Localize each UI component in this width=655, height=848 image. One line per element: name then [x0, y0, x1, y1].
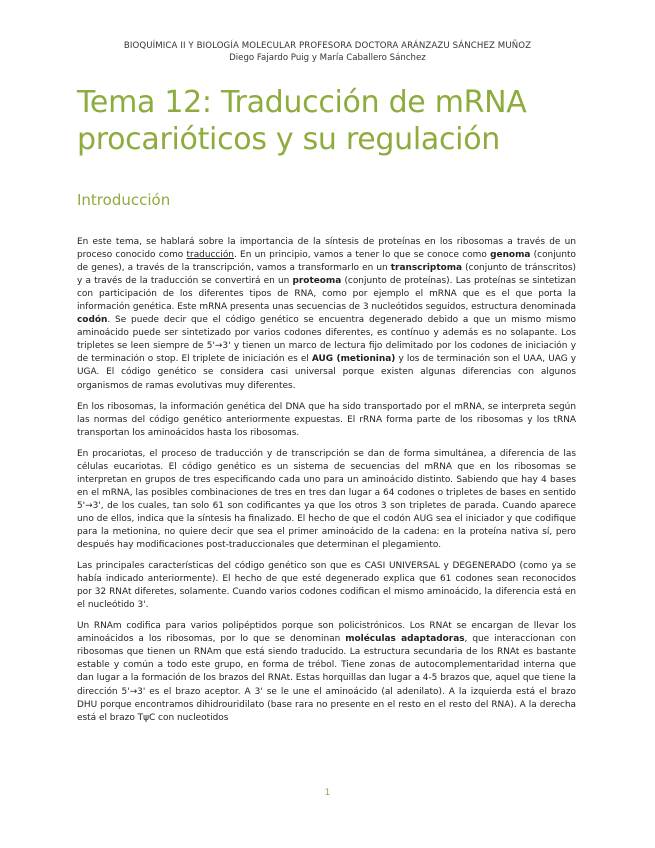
paragraph-1-text: En este tema, se hablará sobre la importancia de la síntesis de proteínas en los ribosomas a través de un proceso conocido como [77, 237, 576, 261]
running-header [0, 40, 655, 64]
paragraph-1 [77, 236, 576, 393]
paragraph-2: En los ribosomas, la información genética del DNA que ha sido transportado por el mRNA, se interpreta según las normas del código genético anteriormente expuestas. El rRNA forma parte de los ribosomas y los tRNA transportan los aminoácidos hasta los ribosomas. [77, 401, 576, 438]
term-transcriptoma: transcriptoma [390, 263, 463, 274]
body-text [77, 236, 576, 733]
term-genoma: genoma [490, 250, 531, 261]
term-aug-metionina: AUG (metionina) [311, 354, 396, 365]
paragraph-1-text: . En un principio, vamos a tener lo que se conoce como [233, 250, 491, 261]
paragraph-3: En procariotas, el proceso de traducción y de transcripción se dan de forma simultánea, a diferencia de las células eucariotas. El código genético es un sistema de secuencias del mRNA que en los ribosomas se interpretan en grupos de tres especificando cada uno para un aminoácido distinto. Sabiendo que hay 4 bases en el mRNA, las posibles combinaciones de tres en tres dan lugar a 64 codones o tripletes de bases en sentido 5'→3', de los cuales, tan solo 61 son codificantes ya que los otros 3 son tripletes de parada. Cuando aparece uno de ellos, indica que la síntesis ha finalizado. El hecho de que el codón AUG sea el iniciador y que codifique para la metionina, no quiere decir que sea el primer aminoácido de la cadena: en la proteína nativa sí, pero después hay modificaciones post-traduccionales que determinan el plegamiento. [77, 448, 576, 551]
document-title: Tema 12: Traducción de mRNA procarióticos y su regulación [77, 85, 527, 157]
term-moleculas-adaptadoras: moléculas adaptadoras [345, 634, 465, 645]
paragraph-1-text: y los de terminación son el UAA, UAG y UGA. El código genético se considera casi universal porque existen algunas diferencias con algunos organismos de ramas evolutivas muy diferentes. [77, 354, 576, 391]
paragraph-1-text: (conjunto de tránscritos) y a través de la traducción se convertirá en un [77, 263, 576, 287]
section-heading-introduccion: Introducción [77, 191, 171, 209]
paragraph-5-text: Un RNAm codifica para varios polipéptidos porque son policistrónicos. Los RNAt se encargan de llevar los aminoácidos a los ribosomas, por lo que se denominan [77, 621, 576, 645]
page-number: 1 [324, 788, 331, 798]
paragraph-1-text: . Se puede decir que el código genético se encuentra degenerado debido a que un mismo mismo aminoácido puede ser sintetizado por varios codones diferentes, es contínuo y además es no solapante. Los tripletes se leen siempre de 5'→3' y tienen un marco de lectura fijo delimitado por los codones de iniciación y de terminación o stop. El triplete de iniciación es el [77, 315, 576, 365]
header-course-professor: BIOQUÍMICA II Y BIOLOGÍA MOLECULAR PROFESORA DOCTORA ARÁNZAZU SÁNCHEZ MUÑOZ [123, 41, 532, 51]
term-traduccion: traducción [186, 250, 234, 261]
paragraph-1-text: (conjunto de proteínas). Las proteínas se sintetizan con participación de los diferentes tipos de RNA, como por ejemplo el mRNA que es el que porta la información genética. Este mRNA presenta unas secuencias de 3 nucleótidos seguidos, estructura denominada [77, 276, 577, 313]
paragraph-1-text: (conjunto de genes), a través de la transcripción, vamos a transformarlo en un [77, 250, 576, 274]
term-proteoma: proteoma [292, 276, 342, 287]
paragraph-5-text: , que interaccionan con ribosomas que tienen un RNAm que está siendo traducido. La estructura secundaria de los RNAt es bastante estable y común a todo este grupo, en forma de trébol. Tiene zonas de autocomplementaridad interna que dan lugar a la formación de los brazos del RNAt. Estas horquillas dan lugar a 4-5 brazos que, aquel que tiene la dirección 5'→3' es el brazo aceptor. A 3' se le une el aminoácido (al adenilato). A la izquierda está el brazo DHU porque encontramos dihidrouridilato (base rara no presente en el resto en el resto del RNA). A la derecha está el brazo TψC con nucleotidos [77, 634, 576, 723]
paragraph-5 [77, 620, 576, 724]
term-codon: codón [77, 315, 108, 326]
paragraph-4: Las principales características del código genético son que es CASI UNIVERSAL y DEGENERADO (como ya se había indicado anteriormente). El hecho de que esté degenerado explica que 61 codones sean reconocidos por 32 RNAt diferetes, solamente. Cuando varios codones codifican el mismo aminoácido, la diferencia está en el nucleótido 3'. [77, 561, 576, 611]
header-authors: Diego Fajardo Puig y María Caballero Sánchez [229, 53, 426, 63]
